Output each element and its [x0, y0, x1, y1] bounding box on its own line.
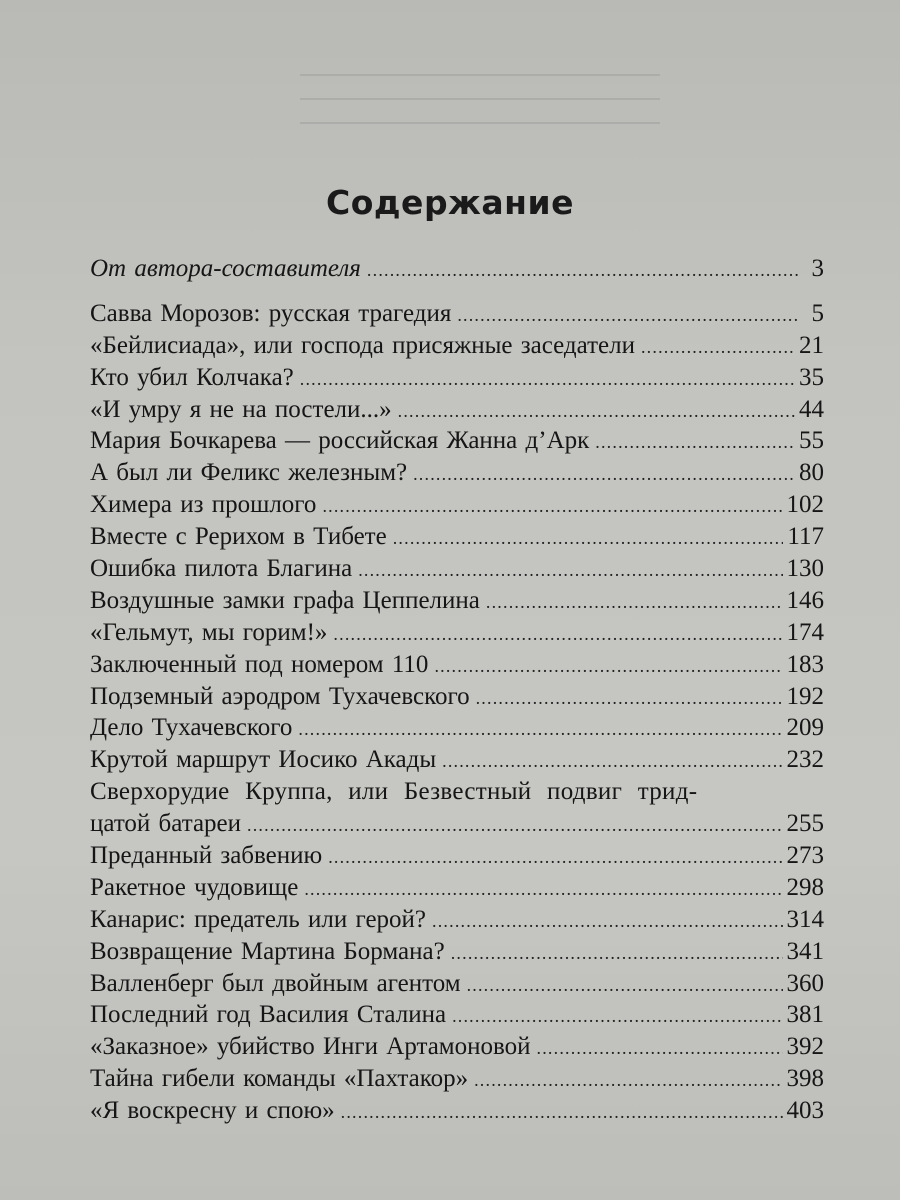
toc-entry-title: А был ли Феликс железным?	[90, 459, 408, 487]
toc-entry-page: 80	[799, 459, 824, 487]
toc-entry	[90, 776, 824, 840]
toc-entry	[90, 553, 824, 585]
toc-entry-title: Крутой маршрут Иосико Акады	[90, 746, 437, 774]
dot-leader	[358, 555, 782, 587]
toc-entry-title: Ракетное чудовище	[90, 873, 299, 901]
dot-leader	[474, 1065, 782, 1097]
toc-entry-title: Последний год Василия Сталина	[90, 1001, 447, 1029]
toc-entry-page: 117	[787, 523, 824, 551]
toc-entry-page: 130	[786, 555, 824, 583]
toc-entry-page: 55	[799, 427, 824, 455]
toc-entry-title: Валленберг был двойным агентом	[90, 969, 461, 997]
toc-entry-page: 392	[786, 1033, 824, 1061]
toc-entry	[90, 936, 824, 968]
toc-entry	[90, 872, 824, 904]
toc-entry	[90, 298, 824, 330]
toc-entry-page: 273	[786, 842, 824, 870]
dot-leader	[432, 906, 782, 938]
toc-entry	[90, 744, 824, 776]
toc-entry-title: Воздушные замки графа Цеппелина	[90, 586, 480, 614]
toc-entry-title: От автора-составителя	[90, 255, 361, 282]
table-of-contents	[90, 253, 824, 1127]
toc-entry-page: 102	[786, 491, 824, 519]
toc-entry-title: Савва Морозов: русская трагедия	[90, 299, 452, 327]
toc-entry	[90, 1031, 824, 1063]
toc-entry-page: 381	[786, 1001, 824, 1029]
dot-leader	[442, 746, 782, 778]
dot-leader	[452, 1001, 782, 1033]
toc-entry-page: 192	[786, 682, 824, 710]
toc-entry	[90, 712, 824, 744]
dot-leader	[595, 427, 795, 459]
toc-entry-title: Тайна гибели команды «Пахтакор»	[90, 1065, 469, 1093]
toc-entry-page: 360	[786, 969, 824, 997]
dot-leader	[451, 938, 783, 970]
toc-entry-title: Дело Тухачевского	[90, 714, 293, 742]
toc-entry-title: Химера из прошлого	[90, 491, 317, 519]
toc-entry	[90, 840, 824, 872]
toc-entry	[90, 904, 824, 936]
page-title: Содержание	[326, 183, 574, 222]
dot-leader	[247, 810, 782, 842]
toc-entry-title: «И умру я не на постели...»	[90, 395, 392, 423]
dot-leader	[457, 300, 800, 332]
toc-entry-page: 298	[786, 873, 824, 901]
dot-leader	[393, 523, 784, 555]
dot-leader	[467, 970, 783, 1002]
toc-entry-page: 174	[786, 618, 824, 646]
toc-entry-title: Ошибка пилота Благина	[90, 555, 353, 583]
dot-leader	[341, 1097, 783, 1129]
bleed-through-decoration	[300, 60, 660, 130]
toc-entry-title: Возвращение Мартина Бормана?	[90, 937, 445, 965]
dot-leader	[537, 1033, 783, 1065]
toc-entry-page: 183	[786, 650, 824, 678]
toc-entry	[90, 649, 824, 681]
toc-entry-page: 21	[799, 331, 824, 359]
toc-entry	[90, 968, 824, 1000]
toc-entry	[90, 457, 824, 489]
dot-leader	[398, 396, 795, 428]
toc-entry-page: 5	[811, 299, 824, 327]
toc-entry	[90, 999, 824, 1031]
toc-entry-title: Мария Бочкарева — российская Жанна д’Арк	[90, 427, 590, 455]
toc-entry-title: Преданный забвению	[90, 842, 323, 870]
toc-entry-page: 209	[786, 714, 824, 742]
toc-entry-title: «Гельмут, мы горим!»	[90, 618, 328, 646]
toc-entry	[90, 330, 824, 362]
toc-entry-page: 44	[799, 395, 824, 423]
toc-entry	[90, 1095, 824, 1127]
toc-entry-page: 398	[786, 1065, 824, 1093]
toc-entry-title: Вместе с Рерихом в Тибете	[90, 523, 387, 551]
toc-entry	[90, 1063, 824, 1095]
dot-leader	[322, 491, 782, 523]
toc-entry	[90, 425, 824, 457]
toc-entry-title: Сверхорудие Круппа, или Безвестный подвиг трид-	[90, 778, 698, 806]
toc-entry-title: Подземный аэродром Тухачевского	[90, 682, 470, 710]
dot-leader	[486, 587, 783, 619]
dot-leader	[367, 255, 800, 287]
toc-entry-title: «Бейлисиада», или господа присяжные заседатели	[90, 331, 635, 359]
dot-leader	[333, 619, 782, 651]
dot-leader	[304, 874, 782, 906]
toc-entry	[90, 521, 824, 553]
dot-leader	[413, 459, 795, 491]
toc-entry	[90, 681, 824, 713]
toc-entry-title: «Я воскресну и спою»	[90, 1097, 335, 1125]
dot-leader	[641, 332, 795, 364]
toc-entry-title: Канарис: предатель или герой?	[90, 905, 427, 933]
toc-entry-page: 146	[786, 586, 824, 614]
toc-entry-title-continued: цатой батареи	[90, 810, 242, 838]
toc-entry-page: 403	[786, 1097, 824, 1125]
toc-entry-page: 314	[786, 905, 824, 933]
toc-entry	[90, 489, 824, 521]
toc-entry	[90, 253, 824, 285]
toc-entry	[90, 585, 824, 617]
toc-entry-page: 3	[811, 255, 824, 282]
toc-entry-title: Кто убил Колчака?	[90, 363, 294, 391]
toc-entry-page: 255	[786, 810, 824, 838]
dot-leader	[298, 714, 782, 746]
toc-entry-title: Заключенный под номером 110	[90, 650, 429, 678]
toc-entry	[90, 362, 824, 394]
toc-entry-title: «Заказное» убийство Инги Артамоновой	[90, 1033, 531, 1061]
dot-leader	[476, 683, 783, 715]
toc-entry-page: 232	[786, 746, 824, 774]
dot-leader	[300, 364, 795, 396]
toc-entry	[90, 394, 824, 426]
dot-leader	[434, 651, 782, 683]
toc-entry	[90, 617, 824, 649]
dot-leader	[328, 842, 782, 874]
toc-entry-page: 35	[799, 363, 824, 391]
toc-entry-page: 341	[786, 937, 824, 965]
